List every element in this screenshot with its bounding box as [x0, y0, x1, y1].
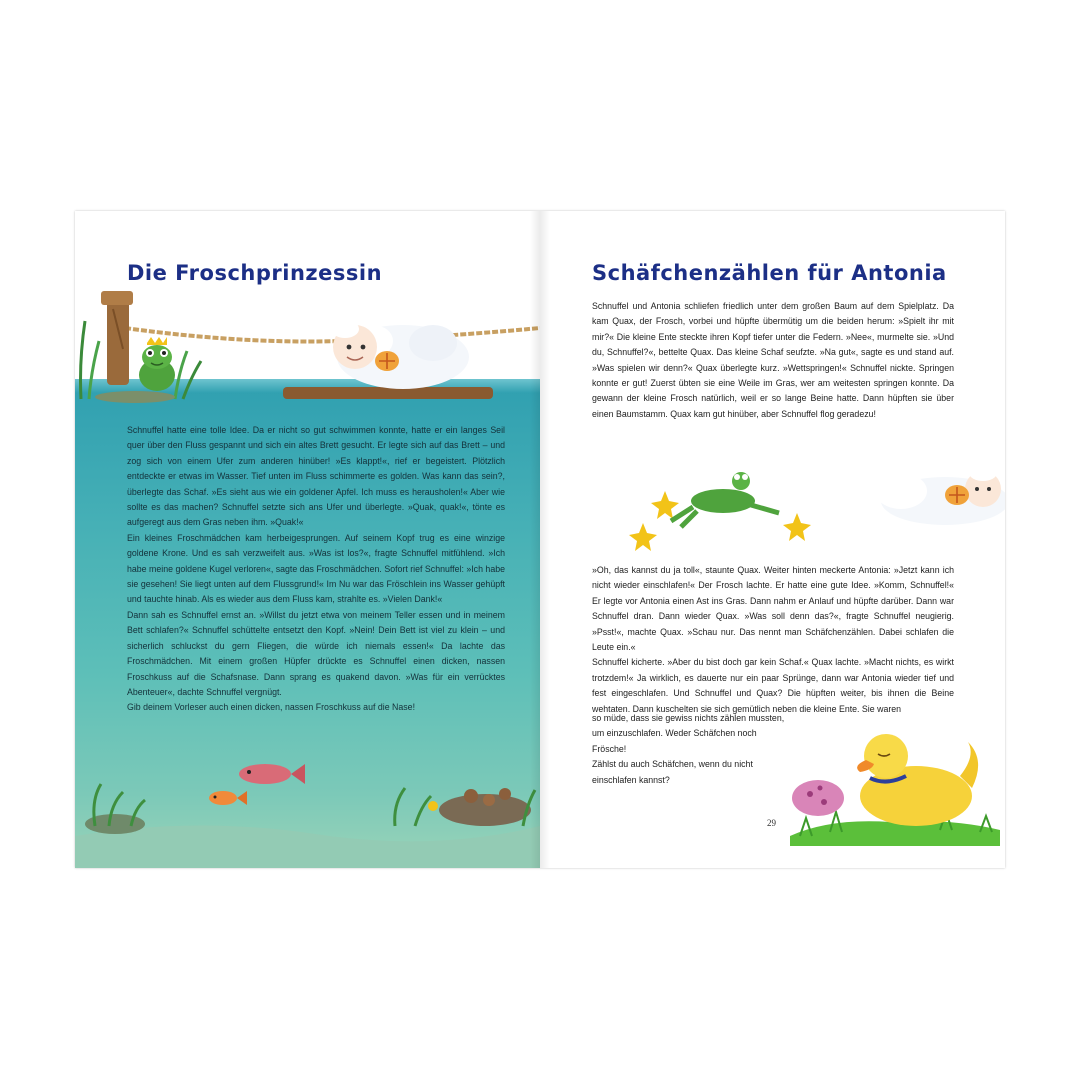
frog-princess-illustration — [127, 335, 187, 395]
left-page — [75, 211, 540, 868]
riverbed-illustration — [75, 766, 540, 868]
sleeping-duck-illustration — [790, 726, 1005, 846]
story-text — [592, 711, 792, 788]
story-paragraph: »Oh, das kannst du ja toll«, staunte Quax. Weiter hinten meckerte Antonia: »Jetzt kann ich nicht wieder einschlafen!« Der Frosch lachte. Er hatte eine gute Idee. »Komm, Schnuffel!« Er legte vor Antonia einen Ast ins Gras. Dann nahm er Anlauf und hüpfte darüber. Dann war Schnuffel dran. Dann wieder Quax. »Was soll denn das?«, fragte Schnuffel neugierig. »Psst!«, machte Quax. »Schau nur. Das nennt man Schäfchenzählen. Dabei schlafen die Leute ein.« — [592, 565, 954, 653]
story-paragraph: so müde, dass sie gewiss nichts zählen mussten, um einzuschlafen. Weder Schäfchen noch Frösche! — [592, 713, 785, 754]
right-page — [540, 211, 1005, 868]
book-spread — [75, 211, 1005, 868]
jumping-frog-and-sheep-illustration — [645, 451, 1005, 551]
story-paragraph: Schnuffel und Antonia schliefen friedlich unter dem großen Baum auf dem Spielplatz. Da kam Quax, der Frosch, vorbei und hüpfte übermütig um die beiden herum: »Spielt ihr mit mir?« Die kleine Ente steckte ihren Kopf tiefer unter die Federn. »Nee«, murmelte sie. »Und du, Schnuffel?«, bettelte Quax. Das kleine Schaf seufzte. »Na gut«, sagte es und stand auf. »Was spielen wir denn?« Quax überlegte kurz. »Wettspringen!« Schnuffel nickte. Springen konnte er gut! Zuerst übten sie eine Weile im Gras, wer am weitesten springen konnte. Da gewann der kleine Frosch natürlich, weil er so lange Beine hatte. Dann hüpften sie über einen Baumstamm. Quax kam gut hinüber, aber Schnuffel flog geradezu! — [592, 301, 954, 419]
story-text — [592, 563, 954, 717]
page-number: 29 — [767, 818, 776, 828]
story-text — [127, 423, 505, 716]
story-paragraph: Gib deinem Vorleser auch einen dicken, nassen Froschkuss auf die Nase! — [127, 702, 416, 713]
story-paragraph: Schnuffel kicherte. »Aber du bist doch gar kein Schaf.« Quax lachte. »Macht nichts, es wirkt trotzdem!« Ja wirklich, es dauerte nur ein paar Sprünge, dann war Antonia wieder tief und fest eingeschlafen. Und Schnuffel und Quax? Die hüpften weiter, bis ihnen die Beine wehtaten. Dann kuschelten sie sich gemütlich neben die kleine Ente. Sie waren — [592, 657, 954, 714]
sheep-on-board-illustration — [283, 307, 503, 407]
story-paragraph: Dann sah es Schnuffel ernst an. »Willst du jetzt etwa von meinem Teller essen und in meinem Bett schlafen?« Schnuffel schüttelte entsetzt den Kopf. »Nein! Dein Bett ist viel zu klein – und sicherlich schluckst du gern Fliegen, die würde ich niemals essen!« Da lachte das Froschmädchen. Mit einem großen Hüpfer drückte es Schnuffel einen dicken, nassen Froschkuss auf die Schafsnase. Dann sprang es quakend davon. »Was für ein verrücktes Abenteuer«, dachte Schnuffel vergnügt. — [127, 609, 505, 697]
story-paragraph: Schnuffel hatte eine tolle Idee. Da er nicht so gut schwimmen konnte, hatte er ein langes Seil quer über den Fluss gespannt und sich ein altes Brett gesucht. Er legte sich auf das Brett – und zog sich von einem Ufer zum anderen hinüber! »Es klappt!«, rief er begeistert. Plötzlich entdeckte er etwas im Wasser. Tief unten im Fluss schimmerte es golden. Was kann das sein?, überlegte das Schaf. »Es sieht aus wie ein goldener Apfel. Ich muss es herausholen!« Aber wie sollte es das machen? Schnuffel setzte sich ans Ufer und überlegte. »Quak, quak!«, tönte es aufgeregt aus dem Gras neben ihm. »Quak!« — [127, 425, 505, 528]
page-title: Schäfchenzählen für Antonia — [592, 261, 947, 285]
story-text — [592, 299, 954, 422]
page-title: Die Froschprinzessin — [127, 261, 383, 285]
story-paragraph: Zählst du auch Schäfchen, wenn du nicht einschlafen kannst? — [592, 759, 753, 785]
story-paragraph: Ein kleines Froschmädchen kam herbeigesprungen. Auf seinem Kopf trug es eine winzige goldene Krone. Und es sah verzweifelt aus. »Was ist los?«, fragte Schnuffel mitfühlend. »Ich habe meine goldene Kugel verloren«, sagte das Froschmädchen. Sofort rief Schnuffel: »Ich habe sie gesehen! Sie liegt unten auf dem Flussgrund!« Im Nu war das Fröschlein ins Wasser gehüpft und tauchte hinab. Als es wieder aus dem Fluss kam, strahlte es. »Vielen Dank!« — [127, 532, 505, 605]
